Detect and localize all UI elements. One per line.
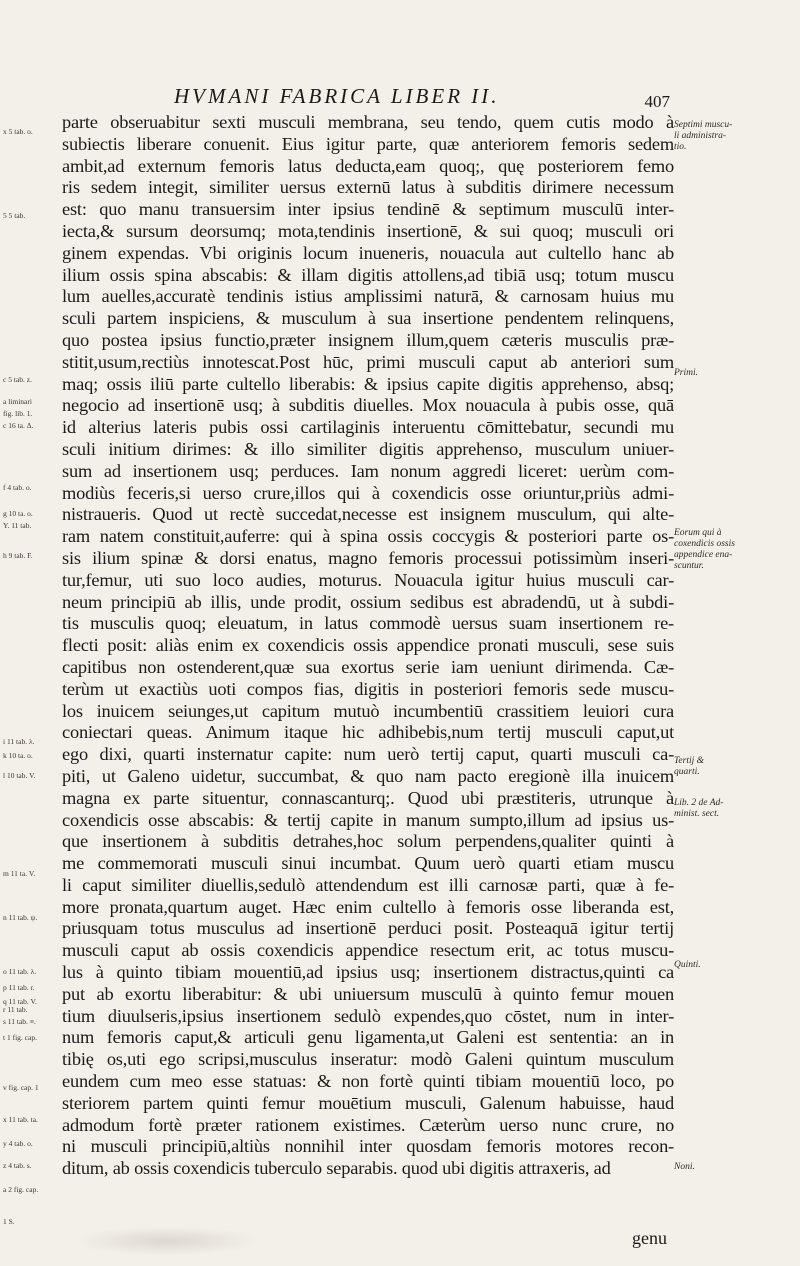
text-line: modiùs feceris,si uerso crure,illos qui à coxendicis osse oriuntur,priùs admi- xyxy=(62,482,674,503)
rubric-line: Lib. 2 de Ad- xyxy=(674,798,724,808)
page-number: 407 xyxy=(644,92,670,111)
margin-rubric xyxy=(674,960,794,971)
text-line: stitit,usum,rectiùs innotescat.Post hūc, primi musculi caput ab anteriori sum xyxy=(62,351,674,372)
margin-reference-note: l 10 tab. V. xyxy=(3,772,36,780)
text-line: coxendicis osse abscabis: & tertij capite in manum sumpto,illum ad ipsius us- xyxy=(62,809,674,830)
text-line: id alterius lateris pubis ossi cartilaginis interuentu cōmittebatur, secundi mu xyxy=(62,417,674,438)
text-line: capitibus non ostenderent,quæ sua exortus serie iam ueniunt dirimenda. Cæ- xyxy=(62,656,674,677)
margin-reference-note: m 11 ta. V. xyxy=(3,870,36,878)
text-line: nistraueris. Quod ut rectè succedat,necesse est insignem musculum, qui alte- xyxy=(62,504,674,525)
text-line: ram natem constituit,auferre: qui à spina ossis coccygis & posteriori parte os- xyxy=(62,526,674,547)
margin-reference-note: n 11 tab. ψ. xyxy=(3,914,38,922)
text-line: iecta,& sursum deorsumq; mota,tendinis insertionē, & sui quoq; musculi ori xyxy=(62,220,674,241)
text-line: tium diuulseris,ipsius insertionem sedulò expendes,quo cōstet, num in inter- xyxy=(62,1005,674,1026)
text-line: steriorem partem quinti femur mouētium musculi, Galenum habuisse, haud xyxy=(62,1092,674,1113)
text-line: ego dixi, quarti insternatur capite: num uerò tertij caput, quarti musculi ca- xyxy=(62,744,674,765)
margin-reference-note: p 11 tab. r. xyxy=(3,984,35,992)
margin-reference-note: k 10 ta. o. xyxy=(3,752,33,760)
running-title: HVMANI FABRICA LIBER II. xyxy=(174,84,500,108)
rubric-line: Quinti. xyxy=(674,960,701,970)
rubric-line: li administra- xyxy=(674,131,726,141)
text-line: neum principiū ab illis, unde prodit, ossium sedibus est abradendū, ut à subdi- xyxy=(62,591,674,612)
text-line: est: quo manu transuersim inter ipsius tendinē & septimum musculū inter- xyxy=(62,199,674,220)
margin-reference-note: 1 S. xyxy=(3,1218,15,1226)
margin-reference-note: c 5 tab. z. xyxy=(3,376,32,384)
text-line: sum ad insertionem usq; perduces. Iam nonum aggredi liceret: uerùm com- xyxy=(62,460,674,481)
margin-reference-note: t 1 fig. cap. xyxy=(3,1034,37,1042)
margin-rubric xyxy=(674,368,794,379)
text-line: maq; ossis iliū parte cultello liberabis: & ipsius capite digitis apprehenso, absq; xyxy=(62,373,674,394)
rubric-line: Tertij & xyxy=(674,756,705,766)
text-line: ditum, ab ossis coxendicis tuberculo separabis. quod ubi digitis attraxeris, ad xyxy=(62,1158,611,1179)
margin-reference-note: f 4 tab. o. xyxy=(3,484,32,492)
text-line: ni musculi principiū,altiùs nonnihil inter quosdam femoris motores recon- xyxy=(62,1136,674,1157)
text-line: magna ex parte situentur, connascanturq;. Quod ubi præstiteris, utrunque à xyxy=(62,787,674,808)
rubric-line: tio. xyxy=(674,142,687,152)
page-header xyxy=(160,80,670,112)
text-line: subiectis liberare conuenit. Eius igitur parte, quæ anteriorem femoris sedem xyxy=(62,133,674,154)
margin-reference-note: r 11 tab. xyxy=(3,1006,28,1014)
rubric-line: Septimi muscu- xyxy=(674,120,733,130)
rubric-line: minist. sect. xyxy=(674,809,720,819)
text-line: li caput similiter diuellis,sedulò attendendum est illi carnosæ parti, quæ à fe- xyxy=(62,874,674,895)
text-line: tur,femur, uti suo loco audies, moturus. Nouacula igitur huius musculi car- xyxy=(62,569,674,590)
margin-rubric xyxy=(674,528,794,572)
rubric-line: Eorum qui à xyxy=(674,528,722,538)
margin-rubric xyxy=(674,120,794,153)
text-line: more pronata,quartum auget. Hæc enim cultello à femoris osse liberanda est, xyxy=(62,896,674,917)
margin-rubric xyxy=(674,756,794,778)
text-line: admodum fortè præter rationem existimes. Cæterùm uerso nunc crure, no xyxy=(62,1114,674,1135)
text-line: terùm ut exactiùs uoti compos fias, digitis in posteriori femoris sede muscu- xyxy=(62,678,674,699)
text-line: put ab exortu liberabitur: & ubi uniuersum musculū à quinto femur mouen xyxy=(62,983,674,1004)
text-line: lus à quinto tibiam mouentiū,ad ipsius usq; insertionem distractus,quinti ca xyxy=(62,962,674,983)
rubric-line: Noni. xyxy=(674,1162,695,1172)
right-margin-notes xyxy=(674,0,794,1266)
left-margin-notes xyxy=(0,0,60,1266)
ink-stain xyxy=(72,1226,262,1256)
margin-reference-note: o 11 tab. λ. xyxy=(3,968,37,976)
text-line: quo postea ipsius functio,præter insignem illum,quem cæteris musculis præ- xyxy=(62,329,674,350)
margin-reference-note: Y. 11 tab. xyxy=(3,522,32,530)
text-line: ris sedem integit, similiter uersus externū latus à subditis dirimere necessum xyxy=(62,177,674,198)
text-line: tis musculis quoq; eleuatum, in latus commodè uersus suam insertionem re- xyxy=(62,613,674,634)
text-line: eundem cum meo esse statuas: & non fortè quinti tibiam mouentiū loco, po xyxy=(62,1071,674,1092)
text-line: ambit,ad externum femoris latus deducta,eam quoq;, quę posteriorem femo xyxy=(62,155,674,176)
main-text-column xyxy=(62,112,674,1180)
rubric-line: quarti. xyxy=(674,767,700,777)
rubric-line: coxendicis ossis xyxy=(674,539,735,549)
margin-reference-note: 5 5 tab. xyxy=(3,212,26,220)
text-line: parte obseruabitur sexti musculi membrana, seu tendo, quem cutis modo à xyxy=(62,112,674,132)
text-line: piti, ut Galeno uidetur, succumbat, & quo nam pacto eregionè illa inuicem xyxy=(62,765,674,786)
text-line: sculi partem inspiciens, & musculum à sua insertione pendentem relinquens, xyxy=(62,308,674,329)
text-line: coniectari queas. Animum itaque hic adhibebis,num tertij musculi caput,ut xyxy=(62,722,674,743)
text-line: los inuicem seiunges,ut capitum mutuò incumbentiū crassitiem leuiori cura xyxy=(62,700,674,721)
margin-reference-note: x 5 tab. o. xyxy=(3,128,33,136)
margin-reference-note: fig. lib. 1. xyxy=(3,410,33,418)
text-line: sculi initium dirimes: & illo similiter digitis apprehenso, musculum uniuer- xyxy=(62,438,674,459)
catchword: genu xyxy=(632,1228,667,1248)
text-line: que insertionem à subditis detrahes,hoc solum perpendens,qualiter quinti à xyxy=(62,831,674,852)
text-line: ilium ossis spina abscabis: & illam digitis attollens,ad tibiā usq; totum muscu xyxy=(62,264,674,285)
margin-reference-note: c 16 ta. Δ. xyxy=(3,422,34,430)
text-line: me commemorati musculi sinui incumbat. Quum uerò quarti etiam muscu xyxy=(62,853,674,874)
margin-reference-note: q 11 tab. V. xyxy=(3,998,37,1006)
rubric-line: Primi. xyxy=(674,368,699,378)
margin-reference-note: a 2 fig. cap. xyxy=(3,1186,39,1194)
margin-reference-note: g 10 ta. o. xyxy=(3,510,33,518)
margin-reference-note: v fig. cap. 1 xyxy=(3,1084,39,1092)
margin-reference-note: i 11 tab. λ. xyxy=(3,738,35,746)
text-line: ginem expendas. Vbi originis locum inueneris, nouacula aut cultello hanc ab xyxy=(62,242,674,263)
text-line: musculi caput ab ossis coxendicis appendice resectum erit, ac totus muscu- xyxy=(62,940,674,961)
margin-reference-note: s 11 tab. ≡. xyxy=(3,1018,36,1026)
text-line: flecti posit: aliàs enim ex coxendicis ossis appendice pronati musculi, sese suis xyxy=(62,635,674,656)
margin-reference-note: h 9 tab. F. xyxy=(3,552,33,560)
margin-rubric xyxy=(674,798,794,820)
text-line: tibię os,uti ego scripsi,musculus inseratur: modò Galeni quintum musculum xyxy=(62,1049,674,1070)
text-line: sis ilium spinæ & dorsi enatus, magno femoris processui potissimùm inseri- xyxy=(62,547,674,568)
rubric-line: appendice ena- xyxy=(674,550,733,560)
margin-reference-note: x 11 tab. ta. xyxy=(3,1116,38,1124)
margin-reference-note: a liminari xyxy=(3,398,32,406)
margin-reference-note: z 4 tab. s. xyxy=(3,1162,32,1170)
rubric-line: scuntur. xyxy=(674,561,704,571)
margin-reference-note: y 4 tab. o. xyxy=(3,1140,33,1148)
text-line: negocio ad insertionē usq; à subditis diuelles. Mox nouacula à pubis osse, quā xyxy=(62,395,674,416)
text-line: priusquam totus musculus ad insertionē perduci posit. Posteaquā igitur tertij xyxy=(62,918,674,939)
text-line: lum auelles,accuratè tendinis istius amplissimi naturā, & carnosam huius mu xyxy=(62,286,674,307)
margin-rubric xyxy=(674,1162,794,1173)
text-line: num femoris caput,& articuli genu ligamenta,ut Galeni est sententia: an in xyxy=(62,1027,674,1048)
